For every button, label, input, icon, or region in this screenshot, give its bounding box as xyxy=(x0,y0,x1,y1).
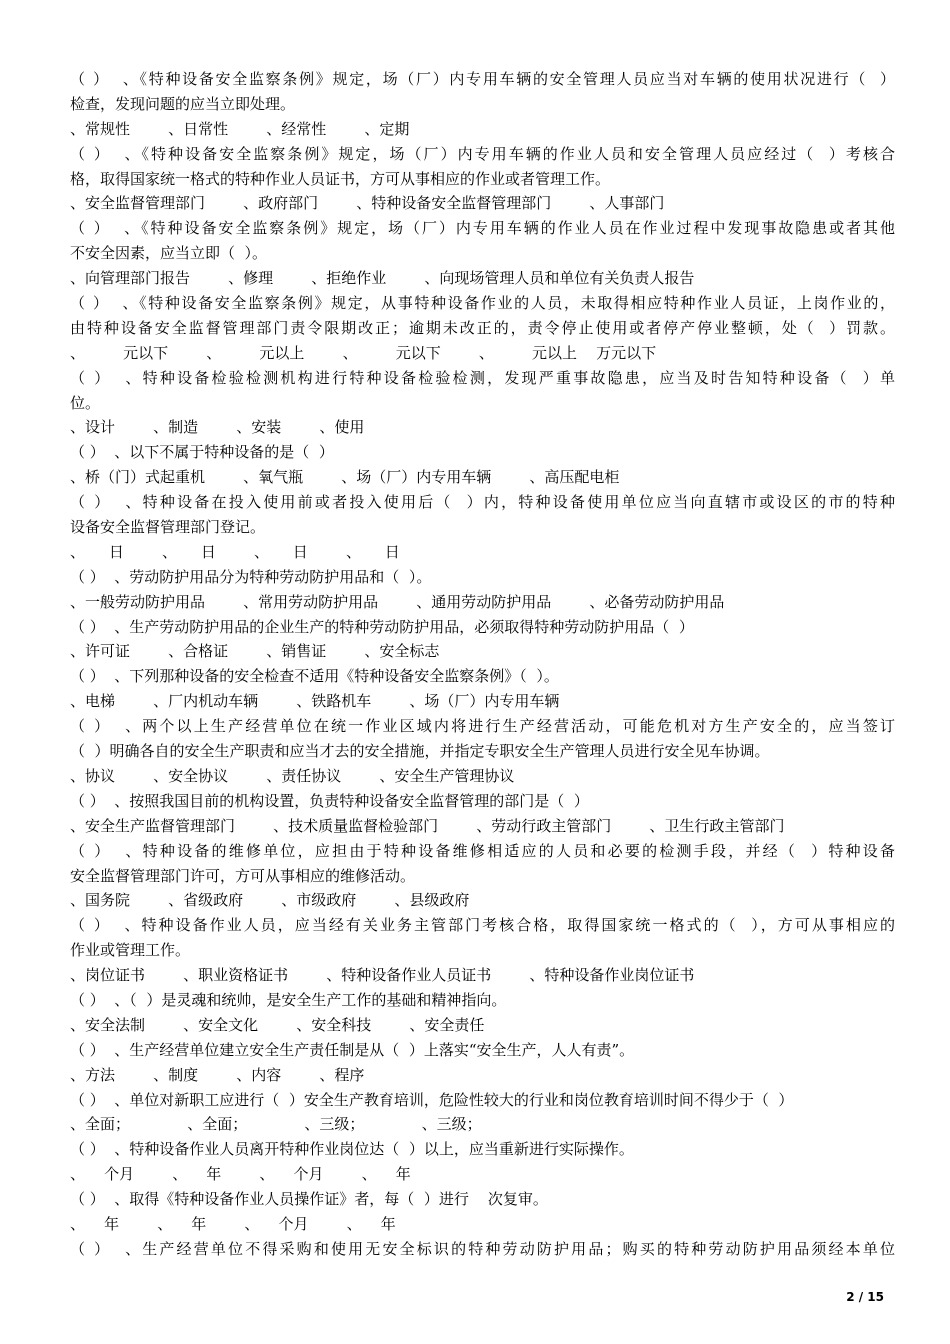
question-line: （ ） 、单位对新职工应进行（ ）安全生产教育培训，危险性较大的行业和岗位教育培训时间不得少于（ ） xyxy=(70,1090,794,1109)
options-line: 、桥（门）式起重机 、氧气瓶 、场（厂）内专用车辆 、高压配电柜 xyxy=(70,468,620,487)
question-line: （ ） 、《特种设备安全监察条例》规定，场（厂）内专用车辆的作业人员在作业过程中发现事故隐患或者其他 xyxy=(70,219,895,238)
question-line: 作业或管理工作。 xyxy=(70,941,191,960)
question-line: （ ） 、下列那种设备的安全检查不适用《特种设备安全监察条例》（ ）。 xyxy=(70,667,559,686)
question-line: （ ） 、《特种设备安全监察条例》规定，场（厂）内专用车辆的安全管理人员应当对车辆的使用状况进行（ ） xyxy=(70,70,895,88)
question-line: （ ） 、按照我国目前的机构设置，负责特种设备安全监督管理的部门是（ ） xyxy=(70,791,589,810)
question-line: （ ） 、生产经营单位建立安全生产责任制是从（ ）上落实“安全生产，人人有责”。 xyxy=(70,1040,635,1059)
options-line: 、一般劳动防护用品 、常用劳动防护用品 、通用劳动防护用品 、必备劳动防护用品 xyxy=(70,592,725,611)
question-line: 检查，发现问题的应当立即处理。 xyxy=(70,94,296,113)
question-line: 不安全因素，应当立即（ ）。 xyxy=(70,244,268,263)
question-line: 位。 xyxy=(70,393,101,412)
question-line: （ ） 、两个以上生产经营单位在统一作业区域内将进行生产经营活动，可能危机对方生产安全的，应当签订 xyxy=(70,717,895,736)
question-line: （ ） 、特种设备检验检测机构进行特种设备检验检测，发现严重事故隐患，应当及时告知特种设备（ ）单 xyxy=(70,368,895,387)
options-line: 、常规性 、日常性 、经常性 、定期 xyxy=(70,119,410,138)
options-line: 、设计 、制造 、安装 、使用 xyxy=(70,418,365,437)
options-line: 、协议 、安全协议 、责任协议 、安全生产管理协议 xyxy=(70,766,515,785)
question-line: （ ） 、以下不属于特种设备的是（ ） xyxy=(70,443,334,462)
question-line: （ ） 、生产经营单位不得采购和使用无安全标识的特种劳动防护用品；购买的特种劳动防护用品须经本单位 xyxy=(70,1239,895,1258)
question-line: （ ）明确各自的安全生产职责和应当才去的安全措施，并指定专职安全生产管理人员进行安全见车协调。 xyxy=(70,742,770,761)
question-line: （ ） 、《特种设备安全监察条例》规定，从事特种设备作业的人员，未取得相应特种作业人员证，上岗作业的， xyxy=(70,294,895,313)
question-line: （ ） 、《特种设备安全监察条例》规定，场（厂）内专用车辆的作业人员和安全管理人员应经过（ ）考核合 xyxy=(70,144,895,163)
question-line: 由特种设备安全监督管理部门责令限期改正；逾期未改正的，责令停止使用或者停产停业整顿，处（ ）罚款。 xyxy=(70,318,895,337)
options-line: 、 个月 、 年 、 个月 、 年 xyxy=(70,1165,411,1184)
options-line: 、岗位证书 、职业资格证书 、特种设备作业人员证书 、特种设备作业岗位证书 xyxy=(70,966,695,985)
options-line: 、方法 、制度 、内容 、程序 xyxy=(70,1065,365,1084)
question-line: （ ） 、特种设备作业人员，应当经有关业务主管部门考核合格，取得国家统一格式的（ ），方可从事相应的 xyxy=(70,916,895,935)
options-line: 、许可证 、合格证 、销售证 、安全标志 xyxy=(70,642,440,661)
question-line: （ ） 、（ ）是灵魂和统帅，是安全生产工作的基础和精神指向。 xyxy=(70,990,507,1009)
question-line: （ ） 、特种设备的维修单位，应担由于特种设备维修相适应的人员和必要的检测手段，并经（ ）特种设备 xyxy=(70,841,895,860)
page-content xyxy=(70,67,895,1262)
options-line: 、国务院 、省级政府 、市级政府 、县级政府 xyxy=(70,891,470,910)
options-line: 、安全生产监督管理部门 、技术质量监督检验部门 、劳动行政主管部门 、卫生行政主管部门 xyxy=(70,816,785,835)
options-line: 、向管理部门报告 、修理 、拒绝作业 、向现场管理人员和单位有关负责人报告 xyxy=(70,269,695,288)
question-line: （ ） 、劳动防护用品分为特种劳动防护用品和（ ）。 xyxy=(70,567,432,586)
options-line: 、 日 、 日 、 日 、 日 xyxy=(70,542,400,561)
options-line: 、安全法制 、安全文化 、安全科技 、安全责任 xyxy=(70,1015,485,1034)
options-line: 、 元以下 、 元以上 、 元以下 、 元以上 万元以下 xyxy=(70,343,657,362)
question-line: （ ） 、特种设备作业人员离开特种作业岗位达（ ）以上，应当重新进行实际操作。 xyxy=(70,1140,634,1159)
question-line: （ ） 、取得《特种设备作业人员操作证》者，每（ ）进行 次复审。 xyxy=(70,1190,548,1209)
question-line: 安全监督管理部门许可，方可从事相应的维修活动。 xyxy=(70,866,416,885)
question-line: （ ） 、特种设备在投入使用前或者投入使用后（ ）内，特种设备使用单位应当向直辖市或设区的市的特种 xyxy=(70,493,895,512)
question-line: 格，取得国家统一格式的特种作业人员证书，方可从事相应的作业或者管理工作。 xyxy=(70,169,611,188)
page-number: 2 / 15 xyxy=(846,1290,884,1304)
question-line: 设备安全监督管理部门登记。 xyxy=(70,518,266,537)
question-line: （ ） 、生产劳动防护用品的企业生产的特种劳动防护用品，必须取得特种劳动防护用品（ ） xyxy=(70,617,694,636)
options-line: 、全面； 、全面； 、三级； 、三级； xyxy=(70,1115,482,1134)
options-line: 、安全监督管理部门 、政府部门 、特种设备安全监督管理部门 、人事部门 xyxy=(70,194,665,213)
options-line: 、电梯 、厂内机动车辆 、铁路机车 、场（厂）内专用车辆 xyxy=(70,692,560,711)
options-line: 、 年 、 年 、 个月 、 年 xyxy=(70,1214,396,1233)
